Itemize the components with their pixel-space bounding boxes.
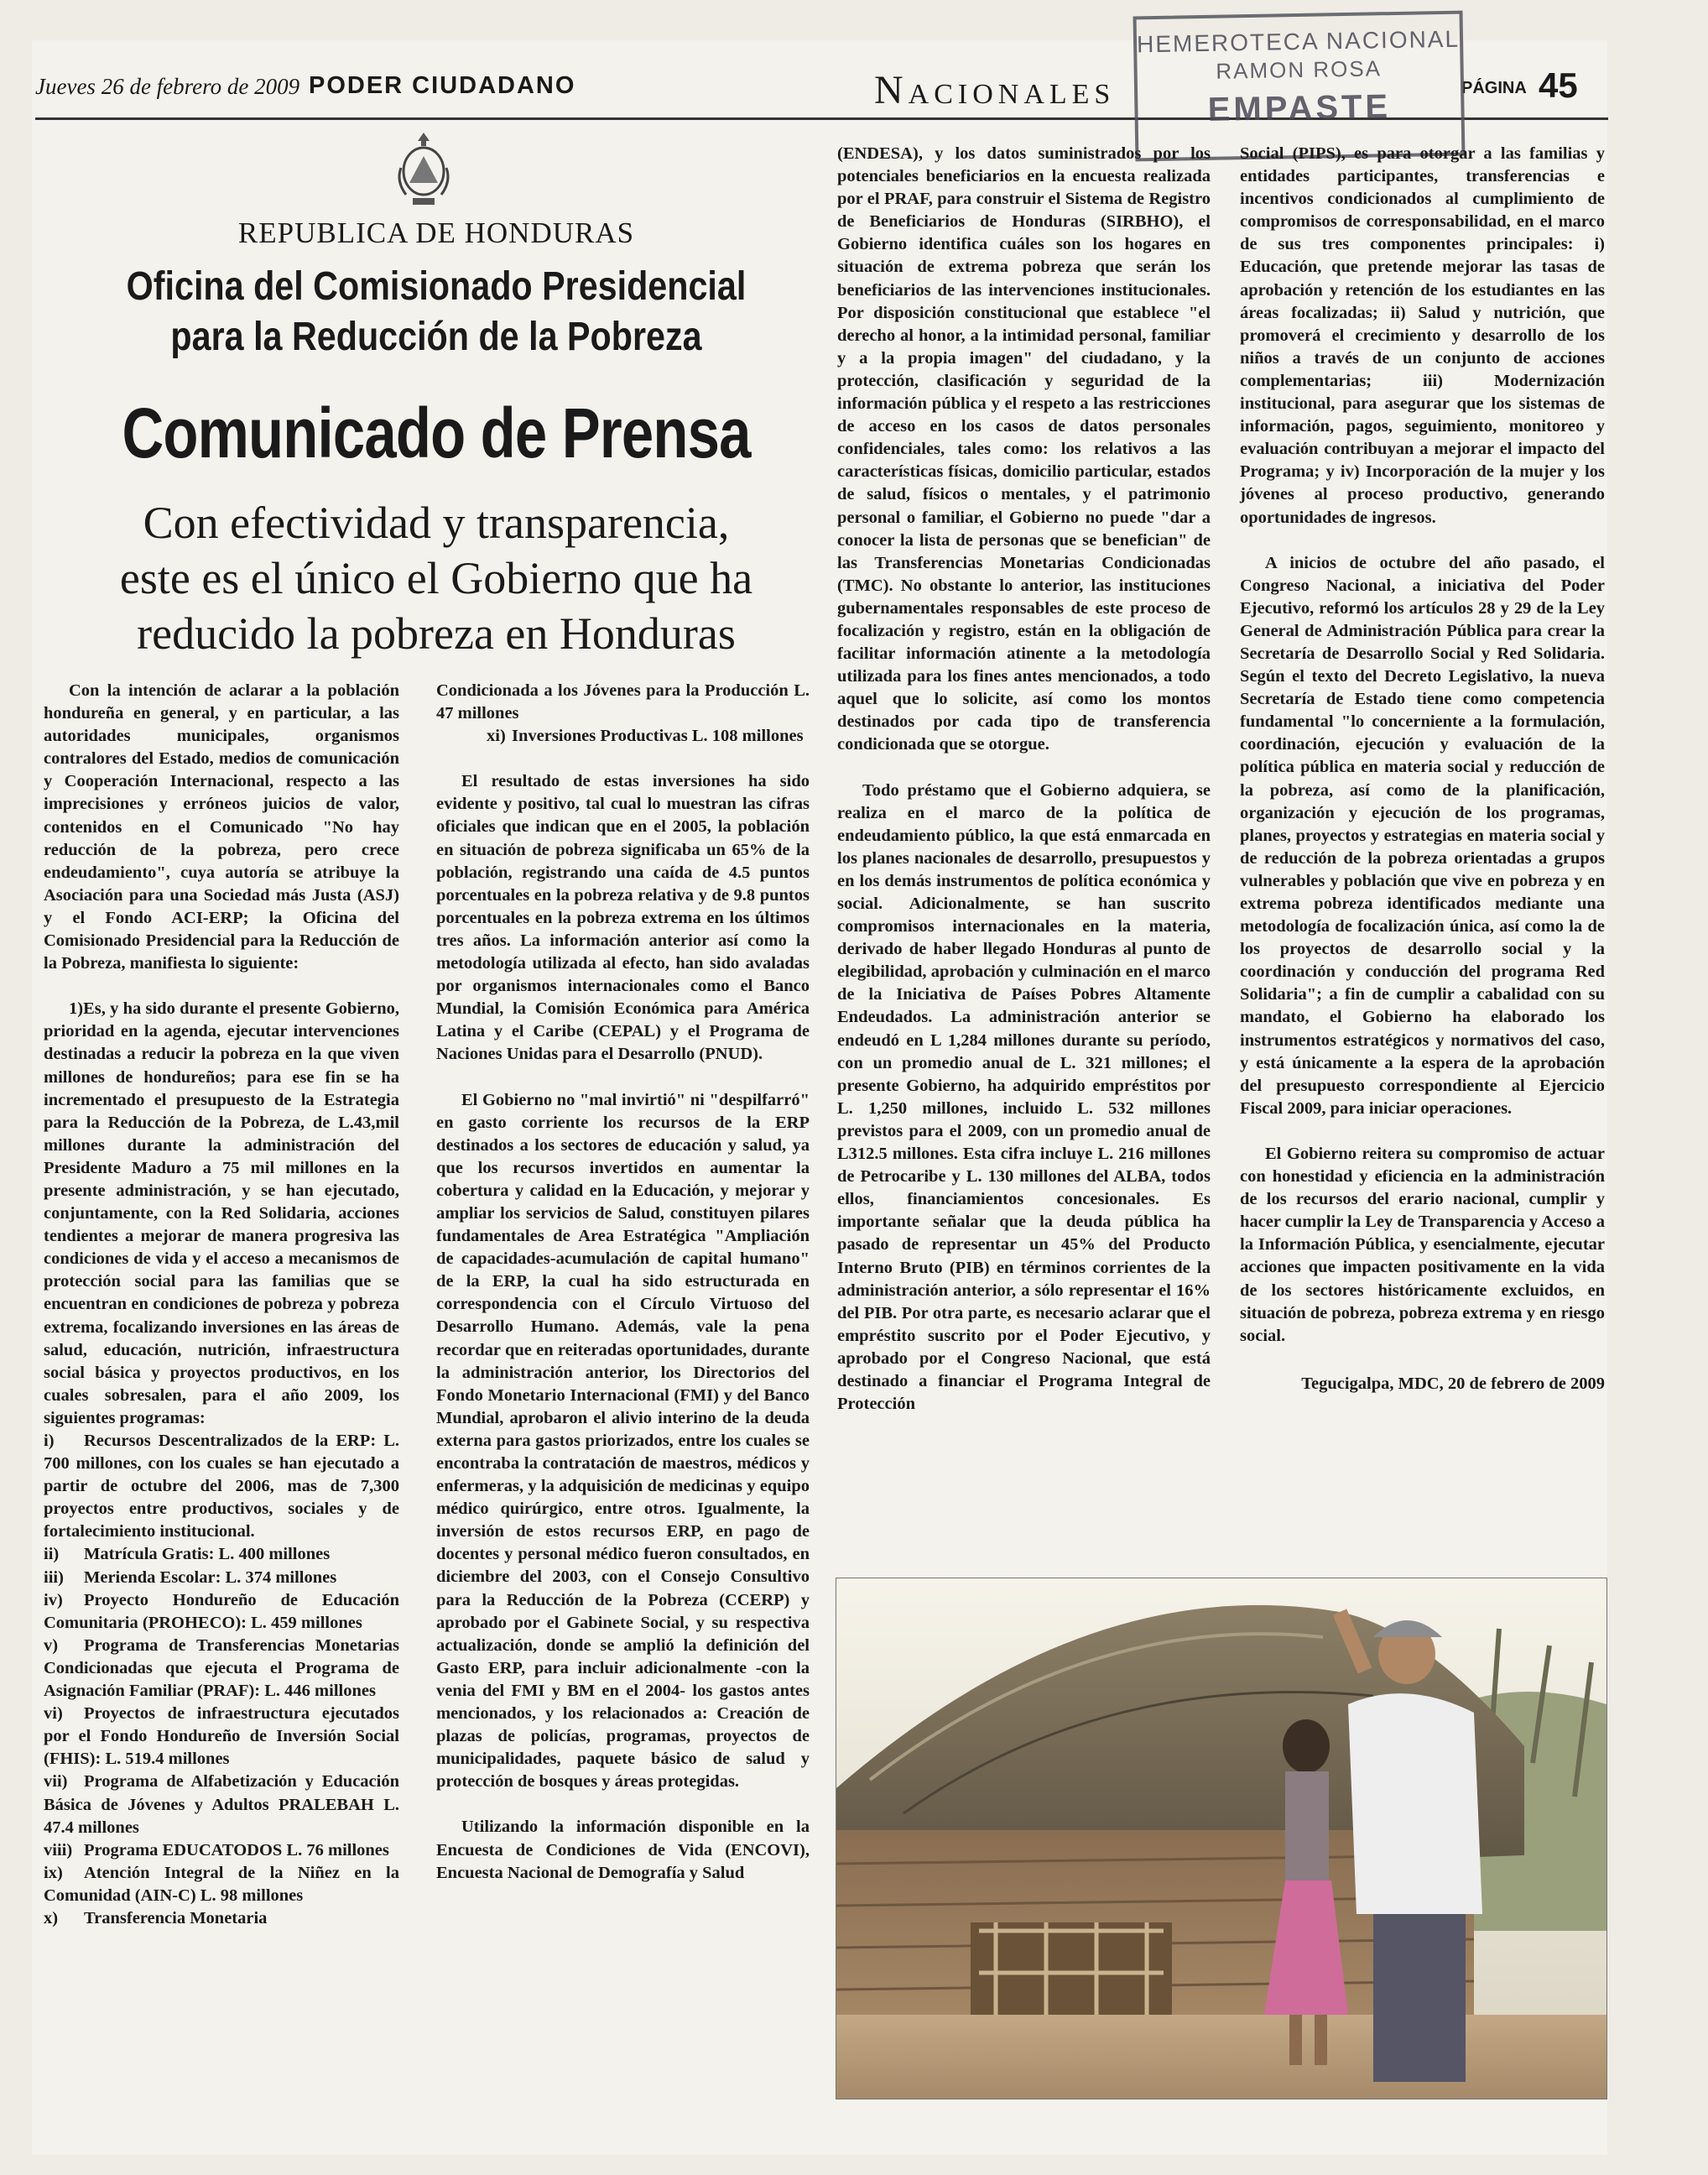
list-number: iii)	[44, 1567, 64, 1587]
list-number: i)	[44, 1432, 55, 1450]
list-text: Proyecto Hondureño de Educación Comunitaria (PROHECO): L. 459 millones	[44, 1590, 399, 1632]
list-number: vii)	[44, 1772, 68, 1792]
program-item	[44, 1635, 399, 1703]
list-number: xi)	[487, 727, 506, 746]
intro-paragraph: Con la intención de aclarar a la población hondureña en general, y en particular, a las autoridades municipales, organismos contralores del Estado, medios de comunicación y Cooperación Internacional, respecto a las imprecisiones y erróneos juicios de valor, contenidos en el Comunicado "No hay reducción de la pobreza, pero crece endeudamiento", cuya autoría se atribuye la Asociación para una Sociedad más Justa (ASJ) y el Fondo ACI-ERP; la Oficina del Comisionado Presidencial para la Reducción de la Pobreza, manifiesta lo siguiente:	[44, 681, 399, 973]
point-number: 1)	[69, 999, 84, 1019]
rural-house-photo	[836, 1578, 1607, 2099]
headline-line-3: reducido la pobreza en Honduras	[137, 608, 736, 659]
issue-date: Jueves 26 de febrero de 2009	[35, 74, 300, 99]
list-text: Programa de Transferencias Monetarias Condicionadas que ejecuta el Programa de Asignación Familiar (PRAF): L. 446 millones	[44, 1635, 399, 1701]
headline-line-2: este es el único el Gobierno que ha	[119, 553, 753, 603]
column-3	[837, 143, 1211, 1416]
list-text: Atención Integral de la Niñez en la Comunidad (AIN-C) L. 98 millones	[44, 1863, 399, 1905]
list-number: ix)	[44, 1863, 63, 1882]
headline-line-1: Con efectividad y transparencia,	[143, 498, 730, 548]
office-line-1: Oficina del Comisionado Presidencial	[126, 264, 747, 309]
point-1	[44, 998, 399, 1430]
stamp-line-3: EMPASTE	[1207, 88, 1392, 128]
list-number: v)	[44, 1635, 59, 1655]
list-text: Proyectos de infraestructura ejecutados por el Fondo Hondureño de Inversión Social (FHIS): L. 519.4 millones	[44, 1704, 399, 1769]
republic-heading: REPUBLICA DE HONDURAS	[237, 216, 635, 249]
list-text: Programa EDUCATODOS L. 76 millones	[84, 1840, 389, 1859]
program-xi	[436, 725, 810, 748]
office-heading	[83, 262, 790, 362]
programs-list	[44, 1430, 399, 1930]
program-item	[44, 1862, 399, 1907]
list-number: ii)	[44, 1545, 60, 1564]
program-item	[44, 1703, 399, 1771]
list-text: Inversiones Productivas L. 108 millones	[512, 727, 804, 746]
column-2	[436, 680, 810, 1885]
coat-of-arms-icon	[394, 131, 453, 208]
list-text: Transferencia Monetaria	[84, 1908, 268, 1927]
page-number: 45	[1539, 65, 1578, 105]
list-number: iv)	[44, 1590, 63, 1609]
list-number: x)	[44, 1908, 59, 1927]
beneficiaries-paragraph: (ENDESA), y los datos suministrados por los potenciales beneficiarios en la encuesta realizada por el PRAF, para construir el Sistema de Registro de Beneficiarios de Honduras (SIRBHO), el Gobierno identifica cuáles son los hogares en situación de extrema pobreza que serán los beneficiarios de las intervenciones institucionales. Por disposición constitucional que establece "el derecho al honor, a la intimidad personal, familiar y a la propia imagen" del ciudadano, y la protección, clasificación y seguridad de la información pública y el respeto a las restricciones de acceso en los casos de datos personales confidenciales, tales como: los relativos a las características físicas, domicilio particular, estados de salud, físicos o mentales, y el patrimonio personal o familiar, el Gobierno no puede "dar a conocer la lista de personas que se benefician" de las Transferencias Monetarias Condicionadas (TMC). No obstante lo anterior, las instituciones gubernamentales responsables de este proceso de focalización y registro, están en la obligación de facilitar información atinente a la metodología utilizada para los fines antes mencionados, a todo aquel que lo solicite, así como los montos destinados por cada tipo de transferencia condicionada que se otorgue.	[837, 144, 1211, 754]
list-text: Programa de Alfabetización y Educación Básica de Jóvenes y Adultos PRALEBAH L. 47.4 millones	[44, 1772, 399, 1837]
newspaper-name: PODER CIUDADANO	[309, 72, 576, 99]
commitment-paragraph: El Gobierno reitera su compromiso de actuar con honestidad y eficiencia en la administración de los recursos del erario nacional, cumplir y hacer cumplir la Ley de Transparencia y Acceso a la Información Pública, y esencialmente, ejecutar acciones que impacten positivamente en la vida de los sectores históricamente excluidos, en situación de pobreza, pobreza extrema y en riesgo social.	[1240, 1144, 1606, 1345]
spending-paragraph: El Gobierno no "mal invirtió" ni "despilfarró" en gasto corriente los recursos de la ERP destinados a los sectores de educación y salud, ya que los recursos invertidos en aumentar la cobertura y calidad en la Educación, y mejorar y ampliar los servicios de Salud, constituyen pilares fundamentales de Area Estratégica "Ampliación de capacidades-acumulación de capital humano" de la ERP, la cual ha sido estructurada en correspondencia con el Círculo Virtuoso del Desarrollo Humano. Además, vale la pena recordar que en reiteradas oportunidades, durante la administración anterior, los Directorios del Fondo Monetario Internacional (FMI) y del Banco Mundial, aprobaron el alivio interino de la deuda externa para gastos priorizados, entre los cuales se encontraba la contratación de maestros, médicos y enfermeras, y la adquisición de medicinas y equipo médico quirúrgico, entre otros. Igualmente, la inversión de estos recursos ERP, en pago de docentes y personal médico fueron consultados, en diciembre del 2003, con el Consejo Consultivo para la Reducción de la Pobreza (CCERP) y aprobado por el Gabinete Social, y su respectiva actualización, donde se amplió la definición del Gasto ERP, para incluir adicionalmente -con la venia del FMI y BM en el 2004- los gastos antes mencionados, y los relacionados a: Creación de plazas de policías, programas, proyectos de municipalidades, paquete básico de salud y protección de bosques y áreas protegidas.	[436, 1090, 810, 1792]
program-item	[44, 1567, 399, 1589]
program-item	[44, 1907, 399, 1930]
list-text: Merienda Escolar: L. 374 millones	[84, 1567, 337, 1587]
list-number: viii)	[44, 1840, 73, 1859]
press-release-title: Comunicado de Prensa	[122, 394, 751, 472]
program-item	[44, 1543, 399, 1566]
congress-paragraph: A inicios de octubre del año pasado, el Congreso Nacional, a iniciativa del Poder Ejecutivo, reformó los artículos 28 y 29 de la Ley General de Administración Pública para crear la Secretaría de Desarrollo Social y Red Solidaria. Según el texto del Decreto Legislativo, la nueva Secretaría de Estado tiene como competencia fundamental "lo concerniente a la formulación, coordinación, ejecución y evaluación de la política pública en materia social y reducción de la pobreza, así como de la planificación, organización y ejecución de los programas, planes, proyectos y estrategias en materia social y de reducción de la pobreza orientadas a grupos vulnerables y población que vive en pobreza y en extrema pobreza identificados mediante una metodología de focalización única, así como la de los proyectos de desarrollo social y la coordinación y conducción del programa Red Solidaria"; a fin de cumplir a cabalidad con su mandato, el Gobierno ha elaborado los instrumentos estratégicos y normativos del caso, y está únicamente a la espera de la aprobación del presupuesto correspondiente al Ejercicio Fiscal 2009, para iniciar operaciones.	[1240, 553, 1605, 1118]
list-text: Recursos Descentralizados de la ERP: L. 700 millones, con los cuales se han ejecutado a partir de octubre del 2006, mas de 7,300 proyectos entre productivos, sociales y de fortalecimiento institucional.	[44, 1432, 399, 1541]
page-label: PÁGINA	[1461, 79, 1527, 97]
stamp-line-2: RAMON ROSA	[1216, 55, 1383, 84]
stamp-line-1: HEMEROTECA NACIONAL	[1136, 25, 1461, 58]
office-line-2: para la Reducción de la Pobreza	[170, 315, 702, 359]
list-text: Matrícula Gratis: L. 400 millones	[84, 1545, 331, 1564]
debt-paragraph: Todo préstamo que el Gobierno adquiera, se realiza en el marco de la política de endeudamiento público, la que está enmarcada en los planes nacionales de desarrollo, presupuestos y en los demás instrumentos de política económica y social. Adicionalmente, se han suscrito compromisos internacionales en la materia, derivado de haber llegado Honduras al punto de elegibilidad, aprobación y culminación en el marco de la Iniciativa de Países Pobres Altamente Endeudados. La administración anterior se endeudó en L 1,284 millones durante su período, con un promedio anual de L. 321 millones; el presente Gobierno, ha adquirido empréstitos por L. 1,250 millones, incluido L. 532 millones previstos para el 2009, con un promedio anual de L312.5 millones. Esta cifra incluye L. 216 millones de Petrocaribe y L. 130 millones del ALBA, todos ellos, financiamientos concesionales. Es importante señalar que la deuda pública ha pasado de representar un 45% del Producto Interno Bruto (PIB) en términos corrientes de la administración anterior, a sólo representar el 16% del PIB. Por otra parte, es necesario aclarar que el empréstito suscrito por el Poder Ejecutivo, y aprobado por el Congreso Nacional, que está destinado a financiar el Programa Integral de Protección	[837, 780, 1211, 1414]
program-item	[44, 1771, 399, 1839]
program-item	[44, 1839, 399, 1862]
section-name: Nacionales	[874, 68, 1116, 112]
results-paragraph: El resultado de estas inversiones ha sido evidente y positivo, tal cual lo muestran las cifras oficiales que indican que en el 2005, la población en situación de pobreza significaba un 65% de la población, registrando una caída de 4.5 puntos porcentuales en la pobreza relativa y de 9.8 puntos porcentuales en la pobreza extrema en los últimos tres años. La información anterior así como la metodología utilizada al efecto, han sido avaladas por organismos internacionales como el Banco Mundial, la Comisión Económica para América Latina y el Caribe (CEPAL) y el Programa de Naciones Unidas para el Desarrollo (PNUD).	[436, 772, 810, 1064]
program-components-paragraph: Social (PIPS), es para otorgar a las familias y entidades participantes, transferencias e incentivos condicionados al cumplimiento de compromisos de corresponsabilidad, en el marco de sus tres componentes principales: i) Educación, que pretende mejorar las tasas de aprobación y retención de los estudiantes en las áreas focalizadas; ii) Salud y nutrición, que promoverá el crecimiento y desarrollo de los niños a través de un conjunto de acciones complementarias; iii) Modernización institucional, para asegurar que los sistemas de información, pagos, seguimiento, monitoreo y evaluación contribuyan a mejorar el impacto del Programa; y iv) Incorporación de la mujer y los jóvenes al proceso productivo, generando oportunidades de ingresos.	[1240, 144, 1605, 527]
headline	[34, 495, 839, 661]
signoff-dateline: Tegucigalpa, MDC, 20 de febrero de 2009	[1301, 1374, 1605, 1393]
column-4	[1240, 143, 1605, 1395]
library-stamp	[1133, 11, 1466, 162]
list-number: vi)	[44, 1704, 63, 1724]
program-item	[44, 1589, 399, 1635]
program-x-continuation: Condicionada a los Jóvenes para la Producción L. 47 millones	[436, 681, 810, 723]
program-item	[44, 1430, 399, 1543]
survey-paragraph: Utilizando la información disponible en la Encuesta de Condiciones de Vida (ENCOVI), Encuesta Nacional de Demografía y Salud	[436, 1818, 810, 1882]
point-text: Es, y ha sido durante el presente Gobierno, prioridad en la agenda, ejecutar intervenciones destinadas a reducir la pobreza en la que viven millones de hondureños; para ese fin se ha incrementado el presupuesto de la Estrategia para la Reducción de la Pobreza, de L.43,mil millones durante la administración del Presidente Maduro a 75 mil millones en la presente administración, y se han ejecutado, conjuntamente, con la Red Solidaria, acciones tendientes a mejorar de manera progresiva las condiciones de vida y el acceso a mecanismos de protección social para las familias que se encuentran en condiciones de pobreza y pobreza extrema, focalizando inversiones en las áreas de salud, educación, nutrición, infraestructura social básica y proyectos productivos, en los cuales sobresalen, para el año 2009, los siguientes programas:	[44, 999, 399, 1427]
column-1	[44, 680, 399, 1930]
